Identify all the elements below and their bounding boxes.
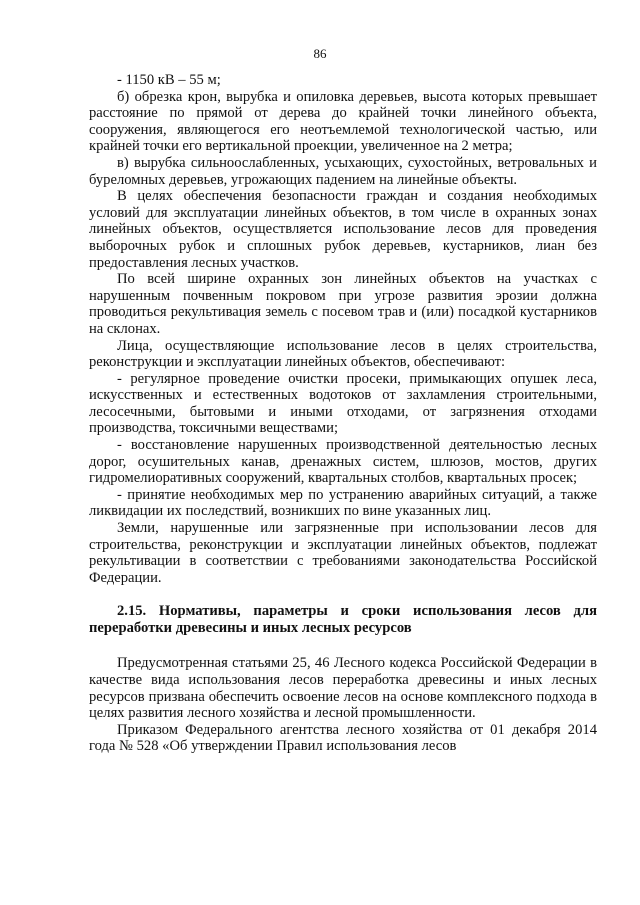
page-number: 86 xyxy=(313,46,327,61)
list-item: - регулярное проведение очистки просеки, примыкающих опушек леса, искусственных и естественных водотоков от захламления строительными, лесосечными, бытовыми и иными отходами, от загрязнения отходами производства, токсичными веществами; xyxy=(89,370,597,437)
paragraph: Предусмотренная статьями 25, 46 Лесного кодекса Российской Федерации в качестве вида использования лесов переработка древесины и иных лесных ресурсов призвана обеспечить освоение лесов на основе комплексного подхода в целях развития лесного хозяйства и лесной промышленности. xyxy=(89,655,597,722)
paragraph: В целях обеспечения безопасности граждан и создания необходимых условий для эксплуатации линейных объектов, в том числе в охранных зонах линейных объектов, осуществляется использование лесов для проведения выборочных рубок и сплошных рубок деревьев, кустарников, лиан без предоставления лесных участков. xyxy=(89,188,597,271)
paragraph: - 1150 кВ – 55 м; xyxy=(117,72,221,88)
section-heading: 2.15. Нормативы, параметры и сроки использования лесов для переработки древесины и иных лесных ресурсов xyxy=(89,603,597,637)
paragraph: б) обрезка крон, вырубка и опиловка деревьев, высота которых превышает расстояние по прямой от дерева до крайней точки линейного объекта, сооружения, являющегося его неотъемлемой технологической частью, или крайней точки его вертикальной проекции, увеличенное на 2 метра; xyxy=(89,88,597,155)
paragraph: Приказом Федерального агентства лесного хозяйства от 01 декабря 2014 года № 528 «Об утверждении Правил использования лесов xyxy=(89,721,597,755)
paragraph: Земли, нарушенные или загрязненные при использовании лесов для строительства, реконструкции и эксплуатации линейных объектов, подлежат рекультивации в соответствии с требованиями законодательства Российской Федерации. xyxy=(89,520,597,586)
document-body xyxy=(89,72,597,755)
paragraph: в) вырубка сильноослабленных, усыхающих, сухостойных, ветровальных и буреломных деревьев, угрожающих падением на линейные объекты. xyxy=(89,154,597,188)
paragraph: По всей ширине охранных зон линейных объектов на участках с нарушенным почвенным покровом при угрозе развития эрозии должна проводиться рекультивация земель с посевом трав и (или) посадкой кустарников на склонах. xyxy=(89,271,597,337)
list-item: - принятие необходимых мер по устранению аварийных ситуаций, а также ликвидации их последствий, возникших по вине указанных лиц. xyxy=(89,486,597,520)
paragraph: Лица, осуществляющие использование лесов в целях строительства, реконструкции и эксплуатации линейных объектов, обеспечивают: xyxy=(89,337,597,371)
list-item: - восстановление нарушенных производственной деятельностью лесных дорог, осушительных канав, дренажных систем, шлюзов, мостов, других гидромелиоративных сооружений, квартальных столбов, квартальных просек; xyxy=(89,437,597,487)
